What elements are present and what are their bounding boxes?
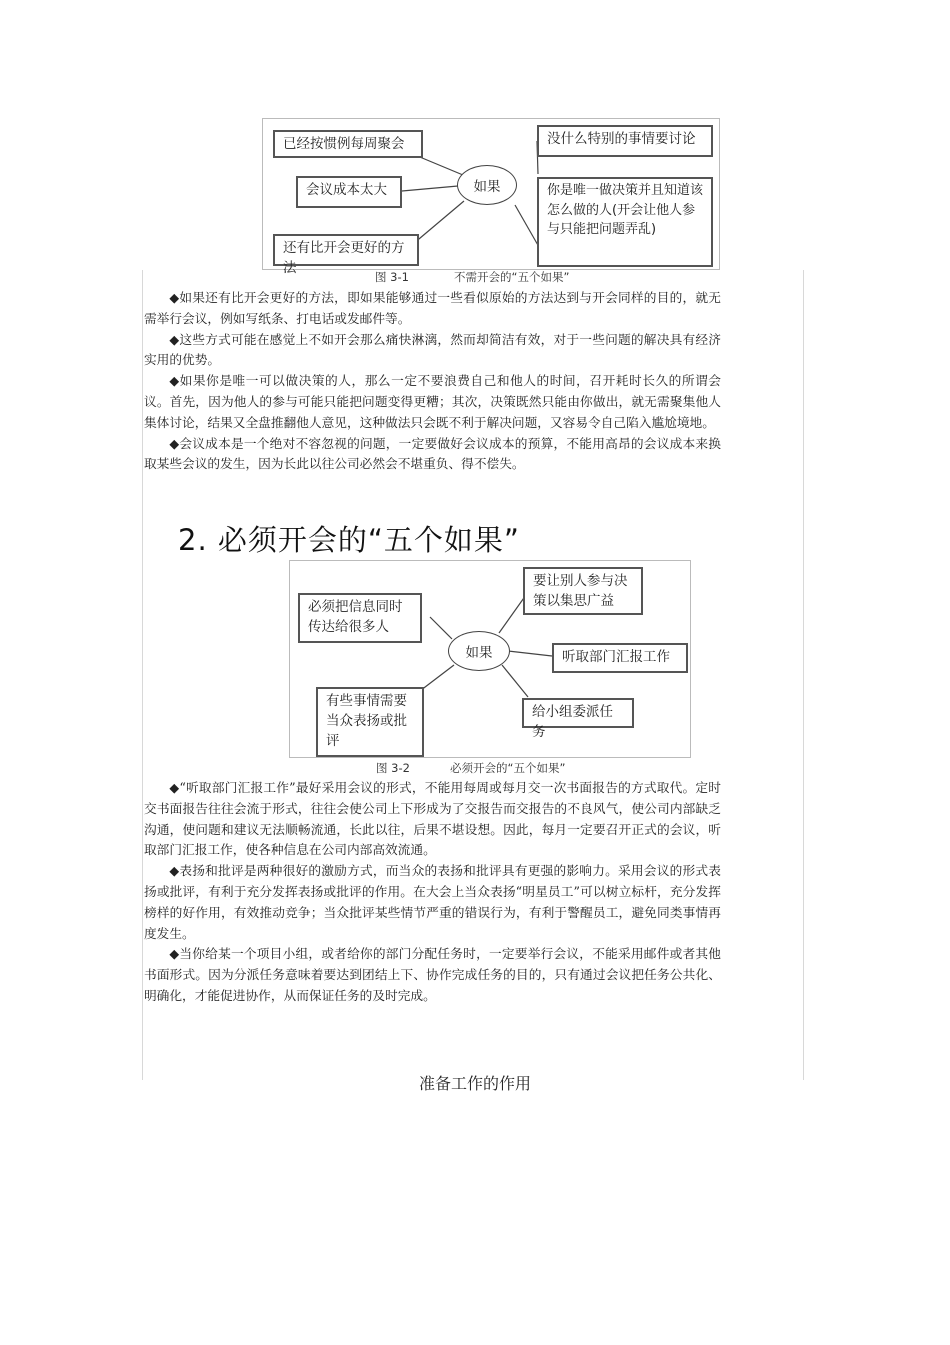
figure-3-2-box-inform-many: 必须把信息同时传达给很多人 (298, 593, 422, 643)
figure-3-1-caption-text: 不需开会的“五个如果” (454, 270, 570, 284)
section-1-body (144, 288, 721, 475)
paragraph: ◆如果还有比开会更好的方法，即如果能够通过一些看似原始的方法达到与开会同样的目的，就无需举行会议，例如写纸条、打电话或发邮件等。 (144, 290, 721, 326)
paragraph: ◆如果你是唯一可以做决策的人，那么一定不要浪费自己和他人的时间，召开耗时长久的所谓会议。首先，因为他人的参与可能只能把问题变得更糟；其次，决策既然只能由你做出，就无需聚集他人集体讨论，结果又全盘推翻他人意见，这种做法只会既不利于解决问题，又容易令自己陷入尴尬境地。 (144, 373, 721, 430)
figure-3-2-box-praise-criticize: 有些事情需要当众表扬或批评 (316, 687, 424, 757)
figure-3-1-center-oval: 如果 (457, 165, 517, 205)
figure-3-1-box-weekly: 已经按惯例每周聚会 (273, 130, 423, 158)
next-section-title: 准备工作的作用 (418, 1074, 531, 1093)
figure-3-2-box-department-report: 听取部门汇报工作 (552, 643, 688, 673)
figure-3-2 (289, 560, 691, 758)
figure-3-1-box-only-decider: 你是唯一做决策并且知道该怎么做的人(开会让他人参与只能把问题弄乱) (537, 177, 713, 267)
section-2-body (144, 778, 721, 1007)
figure-3-2-caption-text: 必须开会的“五个如果” (450, 761, 566, 775)
paragraph: ◆当你给某一个项目小组，或者给你的部门分配任务时，一定要举行会议，不能采用邮件或者其他书面形式。因为分派任务意味着要达到团结上下、协作完成任务的目的，只有通过会议把任务公共化、明确化，才能促进协作，从而保证任务的及时完成。 (144, 946, 721, 1003)
section-2-heading: 2. 必须开会的“五个如果” (178, 523, 520, 557)
paragraph: ◆“听取部门汇报工作”最好采用会议的形式，不能用每周或每月交一次书面报告的方式取代。定时交书面报告往往会流于形式，往往会使公司上下形成为了交报告而交报告的不良风气，使公司内部缺乏沟通，使问题和建议无法顺畅流通，长此以往，后果不堪设想。因此，每月一定要召开正式的会议，听取部门汇报工作，使各种信息在公司内部高效流通。 (144, 780, 721, 858)
figure-3-1-box-nothing-special: 没什么特别的事情要讨论 (537, 125, 713, 157)
figure-3-2-center-oval: 如果 (448, 631, 510, 671)
figure-3-1-caption-number: 图 3-1 (375, 270, 409, 284)
figure-3-1-box-cost: 会议成本太大 (296, 176, 402, 208)
figure-3-2-box-collective-wisdom: 要让别人参与决策以集思广益 (523, 567, 643, 615)
paragraph: ◆表扬和批评是两种很好的激励方式，而当众的表扬和批评具有更强的影响力。采用会议的形式表扬或批评，有利于充分发挥表扬或批评的作用。在大会上当众表扬“明星员工”可以树立标杆，充分发挥榜样的好作用，有效推动竞争；当众批评某些情节严重的错误行为，有利于警醒员工，避免同类事情再度发生。 (144, 863, 721, 941)
paragraph: ◆会议成本是一个绝对不容忽视的问题，一定要做好会议成本的预算，不能用高昂的会议成本来换取某些会议的发生，因为长此以往公司必然会不堪重负、得不偿失。 (144, 435, 721, 472)
paragraph: ◆这些方式可能在感觉上不如开会那么痛快淋漓，然而却简洁有效，对于一些问题的解决具有经济实用的优势。 (144, 331, 721, 368)
figure-3-2-caption-number: 图 3-2 (376, 761, 410, 775)
figure-3-1-box-better-method: 还有比开会更好的方法 (273, 234, 419, 266)
figure-3-1 (262, 118, 720, 276)
figure-3-2-box-assign-tasks: 给小组委派任务 (522, 698, 634, 728)
